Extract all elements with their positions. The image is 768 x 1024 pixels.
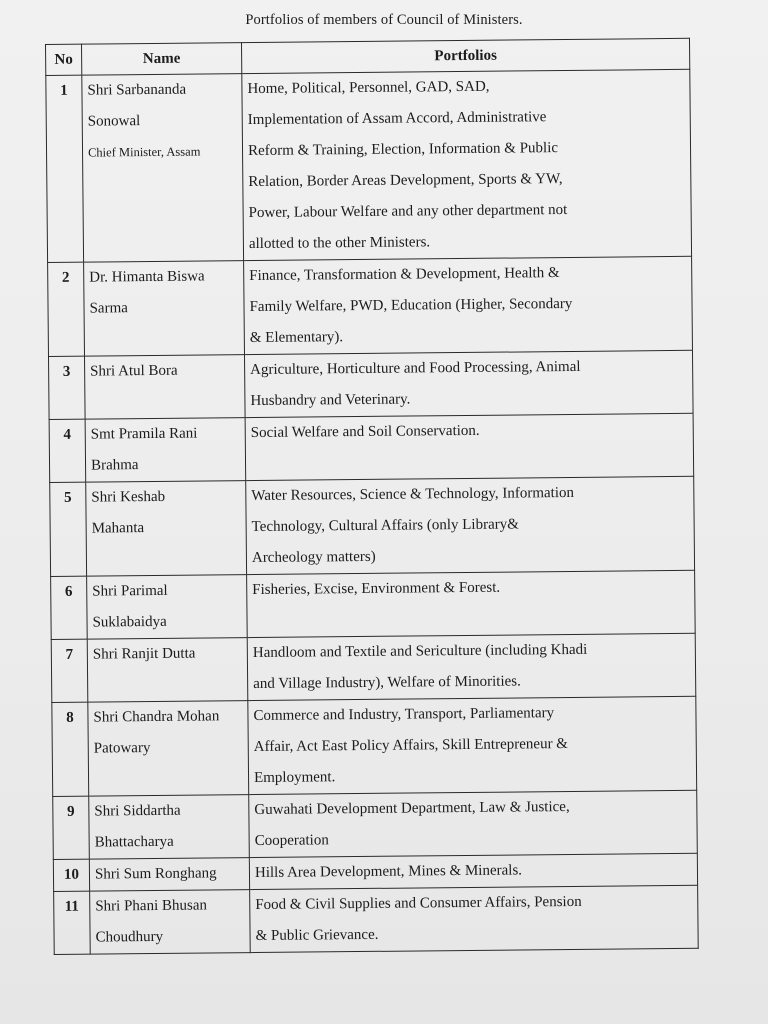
minister-name-cell <box>86 481 247 577</box>
portfolio-line: Hills Area Development, Mines & Minerals. <box>254 862 523 882</box>
minister-name-cell <box>87 638 248 703</box>
minister-name-cell <box>90 890 251 955</box>
minister-name-cell <box>82 74 244 263</box>
row-number: 10 <box>53 859 89 891</box>
minister-name-line: Mahanta <box>91 520 145 537</box>
portfolio-cell <box>244 256 693 354</box>
row-number: 8 <box>52 702 89 796</box>
table-row <box>51 570 696 639</box>
minister-name-cell <box>85 418 246 483</box>
minister-name-cell <box>88 701 249 797</box>
table-row <box>52 696 697 796</box>
minister-name-line: Shri Phani Bhusan <box>95 897 208 915</box>
portfolio-line: Technology, Cultural Affairs (only Library& <box>251 516 519 536</box>
minister-name-line: Smt Pramila Rani <box>90 425 198 443</box>
minister-name-line: Dr. Himanta Biswa <box>89 268 205 286</box>
portfolio-cell <box>245 413 694 480</box>
minister-name-line: Patowary <box>93 740 151 757</box>
table-body <box>46 69 698 954</box>
minister-name-line: Shri Chandra Mohan <box>93 708 220 726</box>
portfolio-cell <box>244 350 693 417</box>
portfolio-cell <box>249 853 697 889</box>
minister-name-line: Shri Sum Ronghang <box>94 865 217 883</box>
row-number: 1 <box>46 75 84 262</box>
portfolio-cell <box>249 790 698 857</box>
portfolio-cell <box>246 476 695 574</box>
table-row <box>46 69 692 262</box>
minister-name-line: Shri Sarbananda <box>87 81 187 99</box>
row-number: 4 <box>49 419 86 482</box>
portfolio-line: Finance, Transformation & Development, Health & <box>249 265 560 285</box>
portfolio-line: Power, Labour Welfare and any other department not <box>248 201 568 222</box>
table-row <box>49 413 694 482</box>
portfolio-cell <box>250 885 699 952</box>
portfolio-line: Water Resources, Science & Technology, Information <box>251 484 575 505</box>
minister-name-line: Brahma <box>90 457 139 474</box>
minister-role: Chief Minister, Assam <box>87 144 201 160</box>
row-number: 3 <box>48 356 85 419</box>
minister-name-line: Shri Siddartha <box>94 802 181 820</box>
row-number: 2 <box>48 262 85 356</box>
table-row <box>53 790 698 859</box>
row-number: 9 <box>53 796 90 859</box>
portfolio-line: Archeology matters) <box>251 548 376 567</box>
minister-name-cell <box>84 355 245 420</box>
portfolio-line: Reform & Training, Election, Information & Public <box>247 140 559 160</box>
portfolio-line: Social Welfare and Soil Conservation. <box>250 422 480 442</box>
minister-name-line: Choudhury <box>95 928 164 946</box>
header-no: No <box>46 44 82 75</box>
row-number: 6 <box>51 576 88 639</box>
portfolio-line: Handloom and Textile and Sericulture (including Khadi <box>252 641 588 662</box>
minister-name-line: Suklabaidya <box>92 613 167 631</box>
minister-name-cell <box>84 261 245 357</box>
document-title: Portfolios of members of Council of Ministers. <box>245 12 523 28</box>
portfolio-line: Employment. <box>253 769 336 787</box>
minister-name-line: Shri Ranjit Dutta <box>92 645 196 663</box>
minister-name-line: Sarma <box>89 300 128 317</box>
row-number: 5 <box>50 482 87 576</box>
minister-name-line: Bhattacharya <box>94 833 174 851</box>
portfolio-line: & Elementary). <box>249 329 344 347</box>
portfolio-line: Affair, Act East Policy Affairs, Skill Entrepreneur & <box>253 736 569 756</box>
header-portfolios: Portfolios <box>241 38 689 73</box>
table-row <box>51 633 696 702</box>
portfolio-cell <box>247 570 696 637</box>
portfolio-line: Cooperation <box>254 832 329 850</box>
portfolio-line: Agriculture, Horticulture and Food Processing, Animal <box>250 358 581 379</box>
portfolio-line: & Public Grievance. <box>255 926 379 945</box>
portfolio-cell <box>248 696 697 794</box>
minister-name-cell <box>89 858 249 892</box>
minister-name-line: Shri Keshab <box>91 488 166 506</box>
portfolio-line: Fisheries, Excise, Environment & Forest. <box>252 579 501 599</box>
minister-name-cell <box>87 575 248 640</box>
portfolio-line: and Village Industry), Welfare of Minorities. <box>253 673 521 693</box>
portfolio-table <box>45 38 699 955</box>
row-number: 11 <box>54 891 91 954</box>
portfolio-line: Commerce and Industry, Transport, Parliamentary <box>253 705 555 725</box>
minister-name-cell <box>89 795 250 860</box>
portfolio-line: Family Welfare, PWD, Education (Higher, Secondary <box>249 295 573 316</box>
portfolio-line: Implementation of Assam Accord, Administrative <box>247 109 547 129</box>
portfolio-line: Relation, Border Areas Development, Sports & YW, <box>248 171 563 191</box>
minister-name-line: Shri Parimal <box>92 582 168 600</box>
portfolio-line: Food & Civil Supplies and Consumer Affairs, Pension <box>255 893 582 914</box>
portfolio-line: Home, Political, Personnel, GAD, SAD, <box>247 78 490 98</box>
portfolio-cell <box>242 69 692 260</box>
table-row <box>48 256 693 356</box>
portfolio-line: Husbandry and Veterinary. <box>250 391 411 410</box>
portfolio-line: Guwahati Development Department, Law & Justice, <box>254 798 570 819</box>
table-row <box>54 885 699 954</box>
minister-name-line: Sonowal <box>87 113 141 130</box>
minister-name-line: Shri Atul Bora <box>90 362 178 380</box>
portfolio-line: allotted to the other Ministers. <box>248 234 431 253</box>
table-row <box>48 350 693 419</box>
table-row <box>50 476 695 576</box>
portfolio-cell <box>247 633 696 700</box>
header-name: Name <box>82 43 242 76</box>
row-number: 7 <box>51 639 88 702</box>
